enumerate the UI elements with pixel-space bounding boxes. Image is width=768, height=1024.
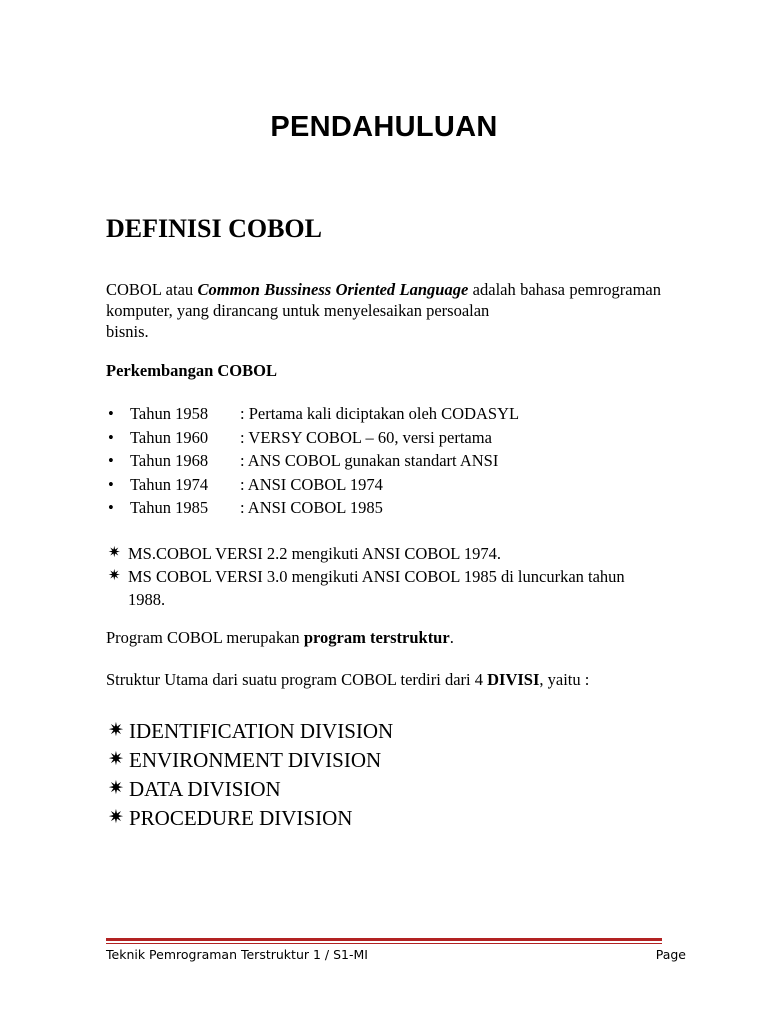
- timeline-desc: : Pertama kali diciptakan oleh CODASYL: [240, 404, 520, 423]
- struktur-line: [106, 670, 589, 690]
- timeline-desc: : ANSI COBOL 1974: [240, 474, 383, 494]
- division-name: PROCEDURE DIVISION: [129, 806, 353, 830]
- program-lead: Program COBOL merupakan: [106, 628, 304, 647]
- footer-text: Teknik Pemrograman Terstruktur 1 / S1-MI: [106, 947, 368, 962]
- footer-page-label: Page: [655, 947, 686, 962]
- timeline-year: Tahun 1968: [130, 451, 209, 470]
- bullet-icon: •: [108, 474, 114, 494]
- bullet-icon: •: [108, 451, 114, 470]
- program-bold: program terstruktur: [303, 628, 450, 647]
- star-bullet-icon: ✷: [108, 778, 124, 799]
- intro-rest: adalah bahasa pemrograman komputer, yang dirancang untuk menyelesaikan persoalan: [106, 280, 662, 320]
- timeline-desc: : ANS COBOL gunakan standart ANSI: [240, 451, 499, 470]
- footer-rule: [106, 938, 662, 941]
- list-item: [106, 804, 393, 833]
- division-list: [106, 717, 393, 833]
- division-name: DATA DIVISION: [129, 777, 281, 801]
- program-line: [106, 628, 454, 648]
- list-item: [106, 746, 393, 775]
- star-bullet-icon: ✷: [108, 807, 124, 828]
- note-text: MS.COBOL VERSI 2.2 mengikuti ANSI COBOL 1974.: [128, 544, 501, 563]
- timeline-year: Tahun 1958: [130, 404, 209, 423]
- program-tail: .: [449, 628, 454, 647]
- intro-body: [106, 279, 661, 321]
- intro-term: Common Bussiness Oriented Language: [197, 280, 469, 299]
- note-text: MS COBOL VERSI 3.0 mengikuti ANSI COBOL 1985 di luncurkan tahun 1988.: [128, 567, 625, 609]
- bullet-icon: •: [108, 404, 114, 423]
- bullet-icon: •: [108, 498, 114, 517]
- list-item: [106, 565, 661, 611]
- struktur-lead: Struktur Utama dari suatu program COBOL terdiri dari 4: [106, 670, 488, 689]
- list-item: [106, 542, 661, 565]
- intro-lead: COBOL atau: [106, 280, 198, 299]
- timeline-year: Tahun 1974: [130, 474, 209, 494]
- struktur-bold: DIVISI: [487, 670, 540, 689]
- timeline-year: Tahun 1960: [130, 427, 209, 447]
- star-bullet-icon: ✷: [108, 720, 124, 741]
- timeline-desc: : VERSY COBOL – 60, versi pertama: [240, 427, 492, 447]
- list-item: [106, 717, 393, 746]
- division-name: ENVIRONMENT DIVISION: [129, 748, 382, 772]
- footer-rule-thin: [106, 943, 662, 944]
- timeline-desc: : ANSI COBOL 1985: [240, 498, 383, 517]
- star-bullet-icon: ✷: [108, 749, 124, 770]
- section-heading: DEFINISI COBOL: [106, 214, 322, 243]
- timeline-year: Tahun 1985: [130, 498, 209, 517]
- struktur-tail: , yaitu :: [539, 670, 590, 689]
- star-bullet-icon: ✷: [108, 545, 121, 561]
- intro-last-line: bisnis.: [106, 322, 149, 341]
- division-name: IDENTIFICATION DIVISION: [129, 719, 394, 743]
- perkembangan-heading: Perkembangan COBOL: [106, 361, 277, 380]
- ms-cobol-notes: [106, 542, 661, 611]
- page-title: PENDAHULUAN: [270, 111, 498, 143]
- list-item: [106, 775, 393, 804]
- intro-paragraph: [106, 279, 661, 342]
- bullet-icon: •: [108, 427, 114, 447]
- star-bullet-icon: ✷: [108, 568, 121, 584]
